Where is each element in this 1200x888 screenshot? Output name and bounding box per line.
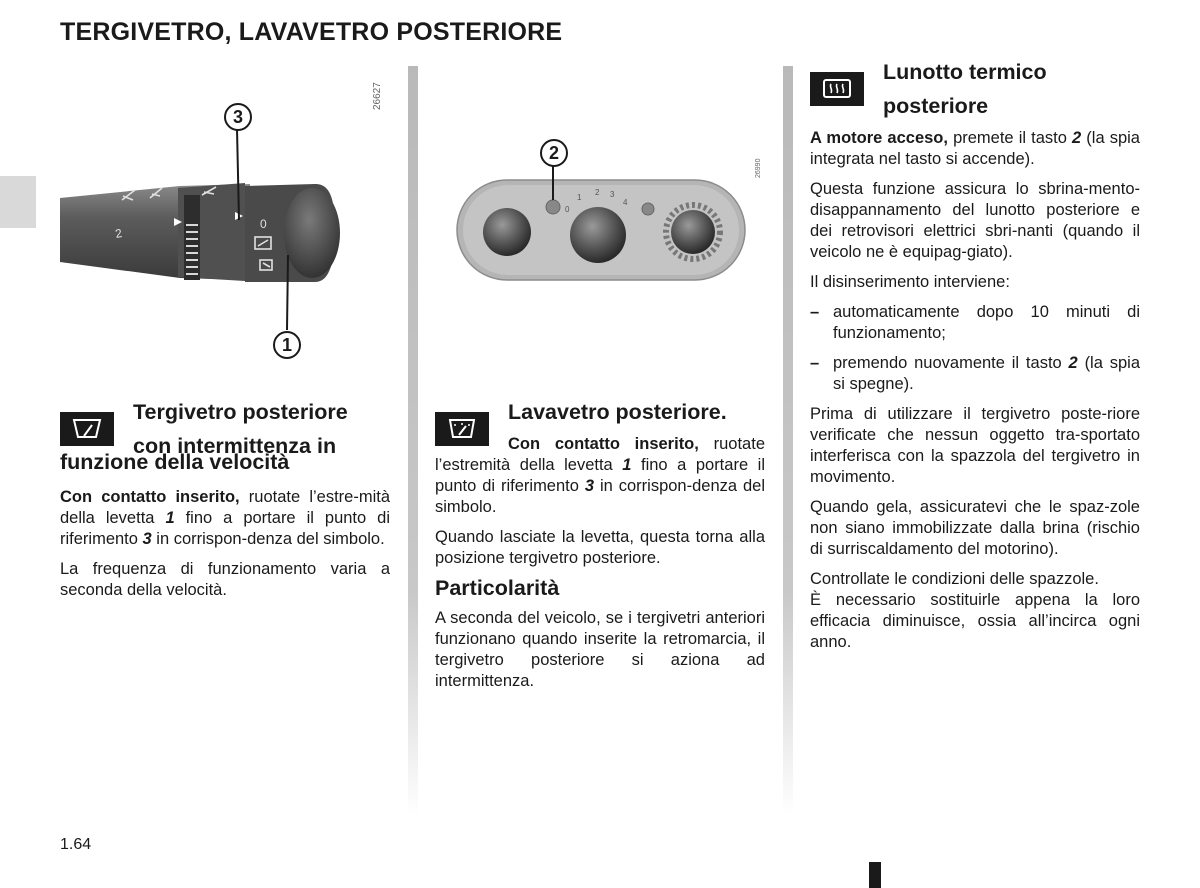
section-2-paragraph-3: A seconda del veicolo, se i tergivetri anteriori funzionano quando inserite la retromarcia, il tergivetro posteriore si aziona ad intermittenza. <box>435 609 765 690</box>
wiper-stalk-figure <box>60 70 390 370</box>
column-divider-right <box>783 66 793 816</box>
section-3-header <box>810 60 1140 122</box>
section-3-paragraph-4: Prima di utilizzare il tergivetro poste-riore verificate che nessun oggetto tra-sportato interferisca con la spazzola del tergivetro in movimento. <box>810 405 1140 486</box>
recirculation-button <box>642 203 654 215</box>
list-item: – premendo nuovamente il tasto 2 (la spia si spegne). <box>810 353 1140 395</box>
knurled-ring <box>184 195 200 280</box>
column-2 <box>435 400 765 701</box>
section-2-paragraph-1: Con contatto inserito, ruotate l’estremità della levetta 1 fino a portare il punto di riferimento 3 in corrispon-denza del simbolo. <box>435 435 765 516</box>
column-divider-left <box>408 66 418 816</box>
section-2-subtitle: Particolarità <box>435 576 560 600</box>
section-1-title-line2: con intermittenza in <box>133 434 337 458</box>
knob-label-1: 1 <box>577 193 582 202</box>
section-3-paragraph-1: A motore acceso, premete il tasto 2 (la spia integrata nel tasto si accende). <box>810 129 1140 168</box>
section-1-title-line1: Tergivetro posteriore <box>133 400 348 424</box>
list-item: – automaticamente dopo 10 minuti di funzionamento; <box>810 302 1140 344</box>
knob-label-3: 3 <box>610 190 615 199</box>
side-tab <box>0 176 36 228</box>
temperature-knob <box>671 210 715 254</box>
rear-washer-icon <box>435 412 489 446</box>
fan-knob <box>483 208 531 256</box>
section-3-paragraph-5: Quando gela, assicuratevi che le spaz-zole non siano immobilizzate dalla brina (rischio di surriscaldamento del motorino). <box>810 498 1140 558</box>
figure-code-1: 26627 <box>372 82 383 110</box>
rear-defrost-icon <box>810 72 864 106</box>
stalk-mark-0: 0 <box>260 217 267 231</box>
section-3-paragraph-3: Il disinserimento interviene: <box>810 273 1010 291</box>
section-3-paragraph-6: Controllate le condizioni delle spazzole. È necessario sostituirle appena la loro efficacia diminuisce, ossia all’incirca ogni anno. <box>810 570 1140 651</box>
section-3-title-line2: posteriore <box>883 94 989 118</box>
callout-2: 2 <box>540 139 568 167</box>
section-2-title: Lavavetro posteriore. <box>508 400 727 424</box>
heating-panel-illustration <box>435 70 765 370</box>
knob-label-0: 0 <box>565 205 570 214</box>
stalk-mark-2: 2 <box>114 226 124 241</box>
page-number: 1.64 <box>60 836 92 853</box>
callout-3: 3 <box>224 103 252 131</box>
knob-label-2: 2 <box>595 188 600 197</box>
rear-wiper-icon <box>60 412 114 446</box>
section-3-title-line1: Lunotto termico <box>883 60 1047 84</box>
knob-label-4: 4 <box>623 198 628 207</box>
section-2-paragraph-2: Quando lasciate la levetta, questa torna alla posizione tergivetro posteriore. <box>435 528 765 567</box>
figure-code-2: 26990 <box>755 158 762 178</box>
section-2-header <box>435 400 765 425</box>
section-1-paragraph-1: Con contatto inserito, ruotate l’estre-mità della levetta 1 fino a portare il punto di riferimento 3 in corrispon-denza del simbolo. <box>60 488 390 548</box>
section-3-paragraph-2: Questa funzione assicura lo sbrina-mento-disappannamento del lunotto posteriore e dei retrovisori elettrici sbri-nanti (quando il veicolo ne è equipag-giato). <box>810 180 1140 261</box>
column-1 <box>60 400 390 610</box>
page-title: TERGIVETRO, LAVAVETRO POSTERIORE <box>60 18 563 46</box>
section-1-paragraph-2: La frequenza di funzionamento varia a seconda della velocità. <box>60 560 390 599</box>
heating-panel-figure <box>435 70 765 370</box>
section-3-list <box>810 302 1140 395</box>
rear-defrost-button-2 <box>546 200 560 214</box>
air-distribution-knob <box>570 207 626 263</box>
section-1-title-line3: funzione della velocità <box>60 450 290 474</box>
callout-1-line <box>287 255 288 330</box>
corner-mark <box>869 862 881 888</box>
section-1-header <box>60 400 390 460</box>
column-3 <box>810 60 1140 662</box>
callout-1: 1 <box>273 331 301 359</box>
